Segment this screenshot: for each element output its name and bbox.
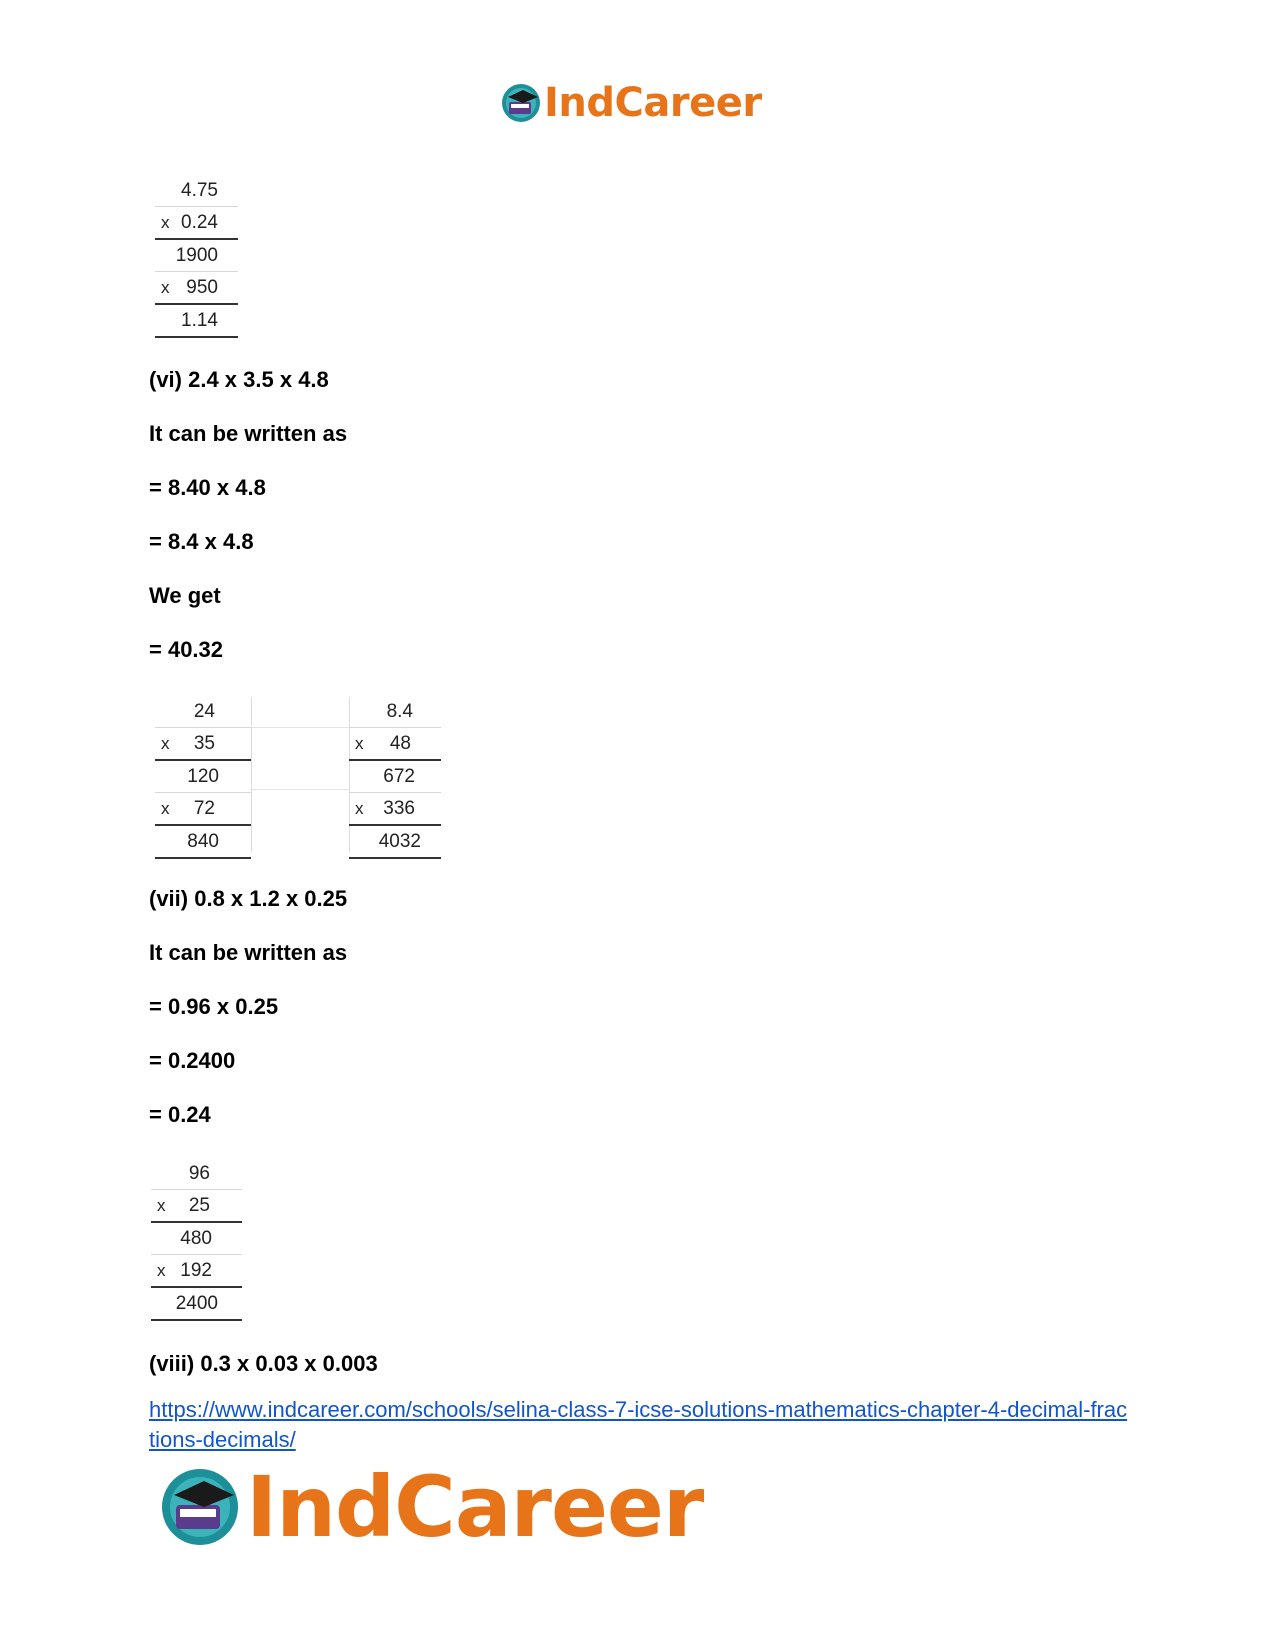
calc-row: 840	[155, 826, 251, 859]
multiplication-working-vii	[151, 1158, 242, 1321]
footer-logo	[158, 1458, 703, 1556]
header-logo	[500, 80, 762, 126]
grid-line	[251, 697, 252, 852]
calc-row: 1.14	[155, 305, 238, 338]
step-line: = 0.96 x 0.25	[149, 994, 279, 1019]
calc-row: 24	[155, 696, 251, 728]
graduation-book-icon	[500, 82, 542, 124]
calc-row: 480	[151, 1223, 242, 1255]
question-heading-vii: (vii) 0.8 x 1.2 x 0.25	[149, 886, 348, 911]
step-line: = 0.24	[149, 1102, 211, 1127]
calc-row: 4032	[349, 826, 441, 859]
calc-row: 1900	[155, 240, 238, 272]
calc-row: x 72	[155, 793, 251, 826]
graduation-book-icon	[158, 1465, 242, 1549]
calc-row: x 192	[151, 1255, 242, 1288]
multiplication-working-v	[155, 175, 238, 338]
multiplication-working-vi-a	[155, 696, 251, 859]
calc-row: x 0.24	[155, 207, 238, 240]
calc-row: 120	[155, 761, 251, 793]
calc-row: 8.4	[349, 696, 441, 728]
grid-line	[251, 727, 349, 728]
grid-line	[251, 789, 349, 790]
step-line: We get	[149, 583, 221, 608]
calc-row: x 48	[349, 728, 441, 761]
calc-row: 672	[349, 761, 441, 793]
calc-row: x 950	[155, 272, 238, 305]
calc-row: 96	[151, 1158, 242, 1190]
brand-name: IndCareer	[246, 1458, 704, 1556]
calc-row: 2400	[151, 1288, 242, 1321]
multiplication-working-vi-b	[349, 696, 441, 859]
step-line: = 8.40 x 4.8	[149, 475, 266, 500]
step-line: = 40.32	[149, 637, 224, 662]
calc-row: x 336	[349, 793, 441, 826]
step-line: It can be written as	[149, 940, 348, 965]
calc-row: x 35	[155, 728, 251, 761]
question-heading-viii: (viii) 0.3 x 0.03 x 0.003	[149, 1351, 378, 1376]
brand-name: IndCareer	[544, 80, 762, 126]
step-line: = 8.4 x 4.8	[149, 529, 254, 554]
step-line: = 0.2400	[149, 1048, 236, 1073]
question-heading-vi: (vi) 2.4 x 3.5 x 4.8	[149, 367, 329, 392]
source-url-link[interactable]: https://www.indcareer.com/schools/selina-class-7-icse-solutions-mathematics-chapter-4-decimal-fractions-decimals/	[149, 1397, 1128, 1452]
calc-row: x 25	[151, 1190, 242, 1223]
step-line: It can be written as	[149, 421, 348, 446]
calc-row: 4.75	[155, 175, 238, 207]
